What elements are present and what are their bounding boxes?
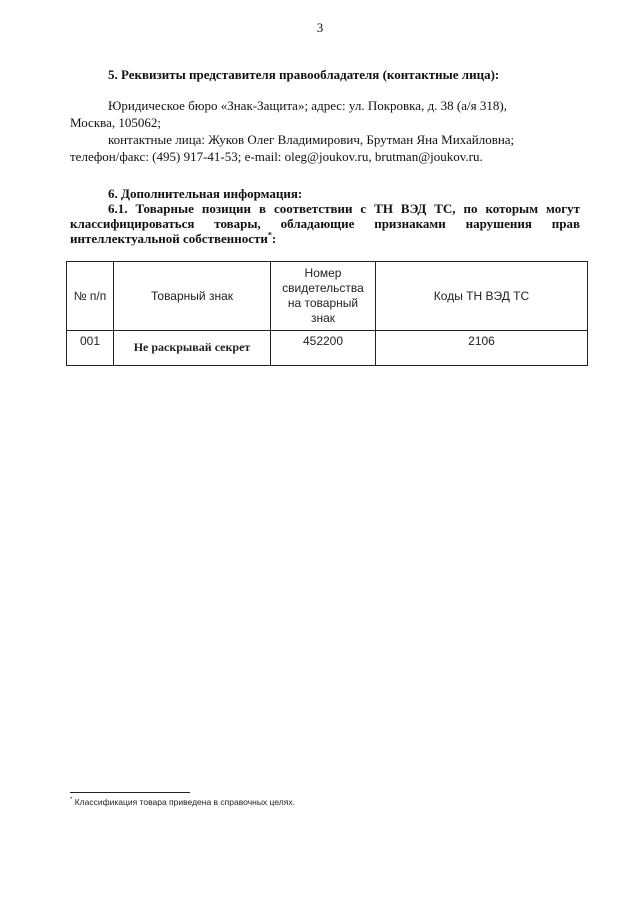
contacts-persons-line1: контактные лица: Жуков Олег Владимирович, Брутман Яна Михайловна; <box>108 132 515 147</box>
customs-codes-table-wrapper <box>66 261 588 366</box>
section-6-1-colon: : <box>271 231 277 246</box>
footnote-reference-mark: * <box>267 230 272 240</box>
contacts-address-line2: Москва, 105062; <box>70 115 161 130</box>
table-header-row <box>67 262 588 331</box>
section-6-1-text: 6.1. Товарные позиции в соответствии с ТН ВЭД ТС, по которым могут классифицироваться товары, обладающие признаками нарушения прав интеллектуальной собственности <box>70 201 580 246</box>
customs-codes-table <box>66 261 588 366</box>
header-certificate-number: Номер свидетельства на товарный знак <box>271 262 376 331</box>
contacts-persons-line2: телефон/факс: (495) 917-41-53; e-mail: oleg@joukov.ru, brutman@joukov.ru. <box>70 149 483 164</box>
contacts-address-line1: Юридическое бюро «Знак-Защита»; адрес: ул. Покровка, д. 38 (а/я 318), <box>108 98 507 113</box>
contacts-block <box>70 97 580 165</box>
footnote-mark: * <box>70 797 73 804</box>
table-row <box>67 331 588 366</box>
section-6-1-subheading <box>70 201 580 246</box>
header-customs-codes: Коды ТН ВЭД ТС <box>376 262 588 331</box>
header-num: № п/п <box>67 262 114 331</box>
page-number: 3 <box>316 20 324 35</box>
cell-customs-code: 2106 <box>376 331 588 366</box>
footnote-divider <box>70 792 190 793</box>
cell-certificate-number: 452200 <box>271 331 376 366</box>
cell-trademark: Не раскрывай секрет <box>114 331 271 366</box>
cell-num: 001 <box>67 331 114 366</box>
footnote-text: Классификация товара приведена в справочных целях. <box>74 797 295 807</box>
section-5-heading: 5. Реквизиты представителя правообладателя (контактные лица): <box>108 67 500 82</box>
header-trademark: Товарный знак <box>114 262 271 331</box>
footnote <box>70 797 580 807</box>
section-6-heading: 6. Дополнительная информация: <box>108 186 303 201</box>
